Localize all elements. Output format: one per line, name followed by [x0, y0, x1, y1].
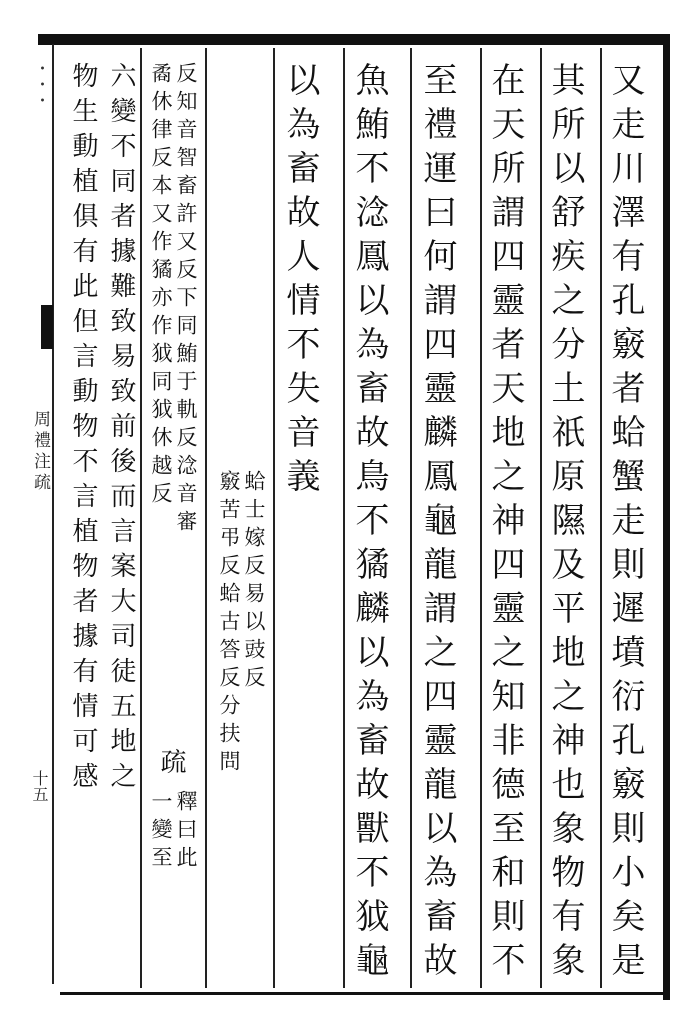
annotation-shi: 釋曰此 — [174, 790, 198, 874]
annotation-line-4: 矞休律反本又作獝亦作狘同狘休越反 — [149, 62, 173, 510]
shu-marker: 疏 — [156, 748, 186, 784]
column-rule — [480, 48, 482, 988]
text-column-9: 物生動植俱有此但言動物不言植物者據有情可感 — [68, 62, 98, 797]
annotation-line-1: 蛤士嫁反易以豉反 — [242, 470, 266, 694]
frame-top-border — [38, 34, 670, 45]
annotation-line-2: 竅苦弔反蛤古答反分扶問 — [217, 470, 241, 778]
frame-bottom-border — [60, 992, 670, 995]
text-column-2: 其所以舒疾之分土祇原隰及平地之神也象物有象 — [545, 62, 585, 986]
text-column-3: 在天所謂四靈者天地之神四靈之知非德至和則不 — [485, 62, 525, 986]
folio-number: 十五 — [30, 770, 49, 802]
text-column-1: 又走川澤有孔竅者蛤蟹走則遲墳衍孔竅則小矣是 — [605, 62, 645, 986]
text-column-4: 至禮運曰何謂四靈麟鳳龜龍謂之四靈龍以為畜故 — [417, 62, 457, 986]
column-rule — [205, 48, 207, 988]
fishtail-block — [41, 305, 53, 349]
annotation-line-3: 反知音智畜許又反下同鮪于軌反淰音審 — [174, 62, 198, 538]
column-rule — [343, 48, 345, 988]
column-rule — [273, 48, 275, 988]
column-rule — [540, 48, 542, 988]
column-rule — [410, 48, 412, 988]
frame-right-border — [663, 34, 670, 1000]
margin-title: 周禮注疏 — [30, 410, 50, 494]
column-rule — [140, 48, 142, 988]
column-rule — [600, 48, 602, 988]
text-column-5: 魚鮪不淰鳳以為畜故鳥不獝麟以為畜故獸不狘龜 — [349, 62, 389, 986]
margin-ticks: ・・・ — [32, 60, 51, 108]
annotation-yibian: 一變至 — [149, 790, 173, 874]
text-column-8: 六變不同者據難致易致前後而言案大司徒五地之 — [106, 62, 136, 797]
margin-rule — [52, 44, 54, 984]
text-column-6: 以為畜故人情不失音義 — [280, 62, 320, 502]
